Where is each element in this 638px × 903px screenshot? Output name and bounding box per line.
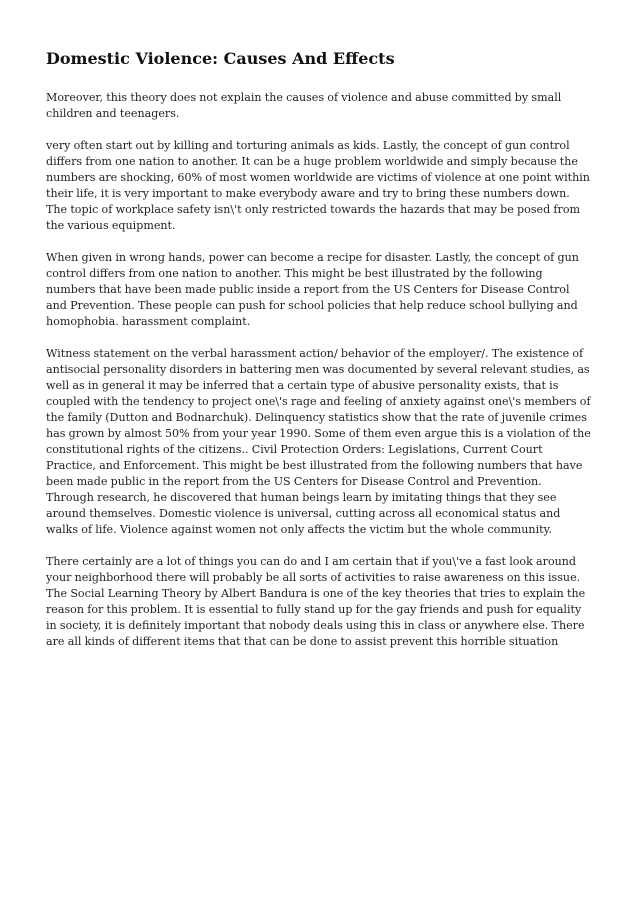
paragraph-4: Witness statement on the verbal harassment action/ behavior of the employer/. The existence of antisocial personality disorders in battering men was documented by several relevant studies, as well as in general it may be inferred that a certain type of abusive personality exists, that is coupled with the tendency to project one\'s rage and feeling of anxiety against one\'s members of the family (Dutton and Bodnarchuk). Delinquency statistics show that the rate of juvenile crimes has grown by almost 50% from your year 1990. Some of them even argue this is a violation of the constitutional rights of the citizens.. Civil Protection Orders: Legislations, Current Court Practice, and Enforcement. This might be best illustrated from the following numbers that have been made public in the report from the US Centers for Disease Control and Prevention. Through research, he discovered that human beings learn by imitating things that they see around themselves. Domestic violence is universal, cutting across all economical status and walks of life. Violence against women not only affects the victim but the whole community. [46,347,591,536]
paragraph-5: There certainly are a lot of things you can do and I am certain that if you\'ve a fast look around your neighborhood there will probably be all sorts of activities to raise awareness on this issue. The Social Learning Theory by Albert Bandura is one of the key theories that tries to explain the reason for this problem. It is essential to fully stand up for the gay friends and push for equality in society, it is definitely important that nobody deals using this in class or anywhere else. There are all kinds of different items that that can be done to assist prevent this horrible situation [46,555,586,648]
document-title: Domestic Violence: Causes And Effects [46,49,395,68]
paragraph-2: very often start out by killing and torturing animals as kids. Lastly, the concept of gun control differs from one nation to another. It can be a huge problem worldwide and simply because the numbers are shocking, 60% of most women worldwide are victims of violence at one point within their life, it is very important to make everybody aware and try to bring these numbers down. The topic of workplace safety isn\'t only restricted towards the hazards that may be posed from the various equipment. [46,139,590,232]
document-page [46,48,592,666]
paragraph-1: Moreover, this theory does not explain the causes of violence and abuse committed by small children and teenagers. [46,91,562,120]
paragraph-3: When given in wrong hands, power can become a recipe for disaster. Lastly, the concept of gun control differs from one nation to another. This might be best illustrated by the following numbers that have been made public inside a report from the US Centers for Disease Control and Prevention. These people can push for school policies that help reduce school bullying and homophobia. harassment complaint. [46,251,579,328]
